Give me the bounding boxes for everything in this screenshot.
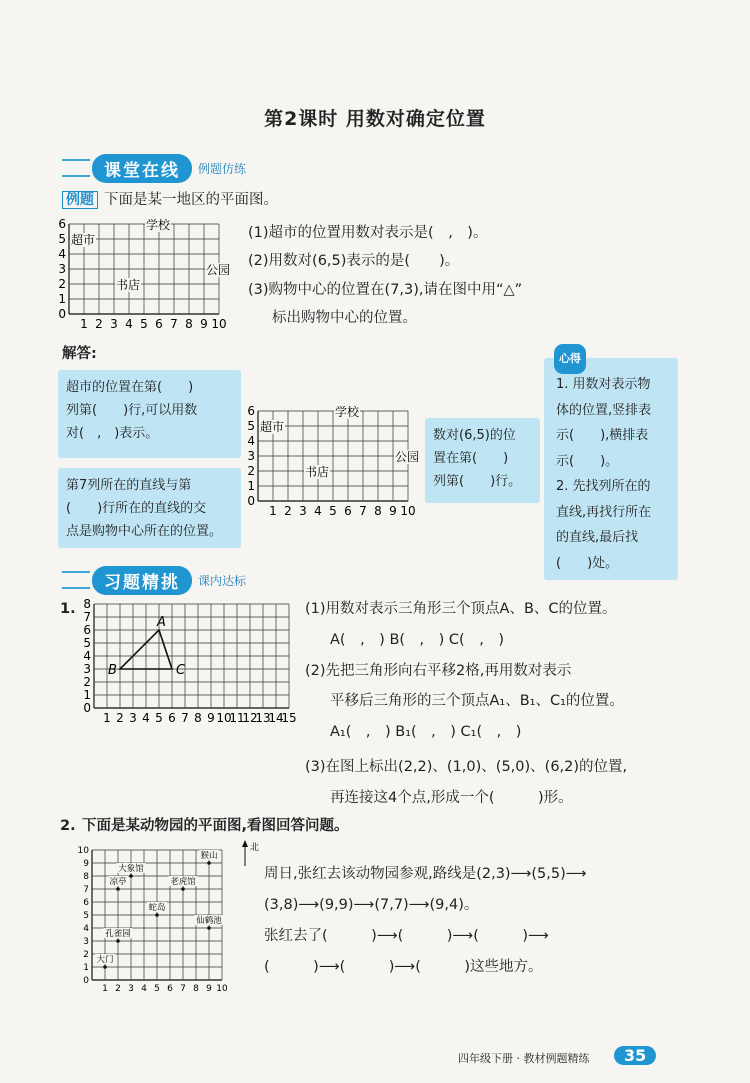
y-tick-label: 3 <box>83 937 89 948</box>
q1-number: 1. <box>60 601 76 617</box>
x-tick-label: 4 <box>314 504 322 518</box>
section-banner-classroom <box>62 155 246 181</box>
x-tick-label: 3 <box>299 504 307 518</box>
x-tick-label: 10 <box>400 504 416 518</box>
x-tick-label: 1 <box>102 984 108 994</box>
place-dot <box>116 887 120 891</box>
x-tick-label: 7 <box>359 504 367 518</box>
example-q3-line2: 标出购物中心的位置。 <box>272 310 417 326</box>
x-tick-label: 8 <box>194 711 202 725</box>
x-tick-label: 6 <box>168 711 176 725</box>
x-tick-label: 10 <box>216 984 228 994</box>
x-tick-label: 8 <box>193 984 199 994</box>
answer-box-2-line: 第7列所在的直线与第 <box>66 478 192 493</box>
banner-lines-decoration <box>62 571 90 589</box>
north-label: 北 <box>250 843 260 853</box>
x-tick-label: 13 <box>255 711 271 725</box>
example-prompt <box>62 189 278 211</box>
place-dot <box>155 913 159 917</box>
answer-box-1-line: 列第( )行,可以用数 <box>66 403 198 418</box>
vertex-label: A <box>157 615 166 630</box>
tip-line: 体的位置,竖排表 <box>556 402 652 418</box>
example-prompt-text: 下面是某一地区的平面图。 <box>104 192 278 208</box>
tip-line: 2. 先找列所在的 <box>556 479 651 494</box>
x-tick-label: 5 <box>154 984 160 994</box>
y-tick-label: 6 <box>83 623 91 638</box>
x-tick-label: 9 <box>206 984 212 994</box>
place-label: 孔雀园 <box>105 929 131 939</box>
answer-heading: 解答: <box>62 346 97 362</box>
x-tick-label: 1 <box>80 317 88 331</box>
example-badge: 例题 <box>62 191 98 209</box>
y-tick-label: 5 <box>58 232 66 247</box>
banner-lines-decoration <box>62 159 90 177</box>
answer-box-3 <box>425 418 540 503</box>
place-label: 超市 <box>260 420 285 434</box>
x-tick-label: 2 <box>116 711 124 725</box>
y-tick-label: 4 <box>83 649 91 664</box>
x-tick-label: 10 <box>211 317 227 331</box>
y-tick-label: 3 <box>58 262 66 277</box>
banner-sublabel: 例题仿练 <box>198 161 247 176</box>
place-label: 大门 <box>96 955 114 965</box>
answer-box-3-line: 列第( )行。 <box>433 474 522 489</box>
tip-badge: 心得 <box>554 344 586 374</box>
y-tick-label: 5 <box>83 636 91 651</box>
y-tick-label: 0 <box>83 976 89 987</box>
place-label: 猴山 <box>200 851 218 861</box>
x-tick-label: 5 <box>155 711 163 725</box>
y-tick-label: 2 <box>247 464 255 479</box>
y-tick-label: 6 <box>58 217 66 232</box>
place-label: 公园 <box>206 263 231 277</box>
tip-line: 直线,再找行所在 <box>556 504 652 520</box>
y-tick-label: 1 <box>247 479 255 494</box>
x-tick-label: 14 <box>268 711 284 725</box>
north-arrow-head <box>242 840 248 847</box>
x-tick-label: 9 <box>389 504 397 518</box>
x-tick-label: 11 <box>229 711 245 725</box>
x-tick-label: 7 <box>180 984 186 994</box>
place-dot <box>207 861 211 865</box>
x-tick-label: 12 <box>242 711 258 725</box>
q1-line: (3)在图上标出(2,2)、(1,0)、(5,0)、(6,2)的位置, <box>305 759 628 775</box>
page-title: 第2课时 用数对确定位置 <box>264 108 486 130</box>
vertex-label: C <box>176 663 186 678</box>
tip-line: 示( )。 <box>556 453 619 469</box>
place-label: 超市 <box>71 233 96 247</box>
footer-text: 四年级下册 · 教材例题精练 <box>458 1052 590 1065</box>
q1-line: A₁( , ) B₁( , ) C₁( , ) <box>330 724 522 740</box>
place-dot <box>181 887 185 891</box>
tip-line: ( )处。 <box>556 555 619 571</box>
y-tick-label: 3 <box>247 449 255 464</box>
y-tick-label: 0 <box>247 494 255 509</box>
place-label: 书店 <box>116 278 141 292</box>
x-tick-label: 5 <box>140 317 148 331</box>
answer-box-2-line: ( )行所在的直线的交 <box>66 501 207 516</box>
example-q1: (1)超市的位置用数对表示是( , )。 <box>248 225 488 241</box>
x-tick-label: 9 <box>207 711 215 725</box>
q1-line: 平移后三角形的三个顶点A₁、B₁、C₁的位置。 <box>330 693 624 709</box>
q2-line: 周日,张红去该动物园参观,路线是(2,3)⟶(5,5)⟶ <box>264 866 587 882</box>
y-tick-label: 2 <box>58 277 66 292</box>
x-tick-label: 6 <box>344 504 352 518</box>
banner-label: 课堂在线 <box>92 154 192 183</box>
place-label: 凉亭 <box>109 877 127 887</box>
y-tick-label: 4 <box>58 247 66 262</box>
q1-line: A( , ) B( , ) C( , ) <box>330 632 504 648</box>
q1-line: (2)先把三角形向右平移2格,再用数对表示 <box>305 663 572 679</box>
q1-line: 再连接这4个点,形成一个( )形。 <box>330 790 573 806</box>
place-label: 学校 <box>146 218 171 232</box>
x-tick-label: 2 <box>115 984 121 994</box>
place-dot <box>129 874 133 878</box>
x-tick-label: 4 <box>142 711 150 725</box>
x-tick-label: 4 <box>141 984 147 994</box>
y-tick-label: 10 <box>77 846 89 857</box>
q1-line: (1)用数对表示三角形三个顶点A、B、C的位置。 <box>305 601 617 617</box>
y-tick-label: 2 <box>83 950 89 961</box>
y-tick-label: 0 <box>58 307 66 322</box>
map-grid-1-answer <box>244 403 424 518</box>
x-tick-label: 8 <box>185 317 193 331</box>
tip-line: 示( ),横排表 <box>556 428 649 443</box>
y-tick-label: 1 <box>83 688 91 703</box>
y-tick-label: 2 <box>83 675 91 690</box>
x-tick-label: 5 <box>329 504 337 518</box>
q2-prompt: 下面是某动物园的平面图,看图回答问题。 <box>82 818 349 834</box>
banner-label: 习题精挑 <box>92 566 192 595</box>
grid-lines <box>94 604 289 708</box>
y-tick-label: 5 <box>247 419 255 434</box>
x-tick-label: 10 <box>216 711 232 725</box>
y-tick-label: 6 <box>83 898 89 909</box>
map-grid-1 <box>55 216 235 331</box>
x-tick-label: 8 <box>374 504 382 518</box>
triangle-grid <box>72 597 297 725</box>
x-tick-label: 1 <box>269 504 277 518</box>
example-q3-line1: (3)购物中心的位置在(7,3),请在图中用“△” <box>248 282 523 298</box>
place-label: 仙鹤池 <box>196 916 222 926</box>
answer-box-1-line: 对( , )表示。 <box>66 426 159 441</box>
q2-line: ( )⟶( )⟶( )这些地方。 <box>264 959 543 975</box>
tip-box <box>544 352 678 580</box>
x-tick-label: 2 <box>284 504 292 518</box>
y-tick-label: 1 <box>83 963 89 974</box>
q2-line: 张红去了( )⟶( )⟶( )⟶ <box>264 928 549 944</box>
place-dot <box>116 939 120 943</box>
y-tick-label: 4 <box>83 924 89 935</box>
tip-line: 的直线,最后找 <box>556 530 639 545</box>
y-tick-label: 6 <box>247 404 255 419</box>
place-label: 蛇岛 <box>148 903 166 913</box>
section-banner-exercises <box>62 567 246 593</box>
place-label: 学校 <box>335 405 360 419</box>
y-tick-label: 4 <box>247 434 255 449</box>
y-tick-label: 5 <box>83 911 89 922</box>
answer-box-2 <box>58 468 241 548</box>
answer-box-1-line: 超市的位置在第( ) <box>66 380 194 395</box>
place-label: 书店 <box>305 465 330 479</box>
y-tick-label: 8 <box>83 872 89 883</box>
place-dot <box>103 965 107 969</box>
x-tick-label: 3 <box>110 317 118 331</box>
x-tick-label: 7 <box>170 317 178 331</box>
x-tick-label: 2 <box>95 317 103 331</box>
x-tick-label: 4 <box>125 317 133 331</box>
x-tick-label: 3 <box>129 711 137 725</box>
banner-sublabel: 课内达标 <box>198 573 247 588</box>
q2-line: (3,8)⟶(9,9)⟶(7,7)⟶(9,4)。 <box>264 897 479 913</box>
place-label: 老虎馆 <box>170 877 196 887</box>
x-tick-label: 9 <box>200 317 208 331</box>
vertex-label: B <box>108 663 117 678</box>
answer-box-1 <box>58 370 241 458</box>
answer-box-3-line: 数对(6,5)的位 <box>433 428 516 443</box>
x-tick-label: 1 <box>103 711 111 725</box>
x-tick-label: 6 <box>155 317 163 331</box>
x-tick-label: 7 <box>181 711 189 725</box>
place-dot <box>207 926 211 930</box>
place-label: 公园 <box>395 450 420 464</box>
answer-box-3-line: 置在第( ) <box>433 451 509 466</box>
y-tick-label: 9 <box>83 859 89 870</box>
place-label: 大象馆 <box>118 864 144 874</box>
y-tick-label: 8 <box>83 597 91 612</box>
y-tick-label: 3 <box>83 662 91 677</box>
y-tick-label: 1 <box>58 292 66 307</box>
y-tick-label: 7 <box>83 885 89 896</box>
x-tick-label: 3 <box>128 984 134 994</box>
zoo-map-grid <box>72 838 262 1000</box>
answer-box-2-line: 点是购物中心所在的位置。 <box>66 524 223 539</box>
y-tick-label: 0 <box>83 701 91 716</box>
y-tick-label: 7 <box>83 610 91 625</box>
example-q2: (2)用数对(6,5)表示的是( )。 <box>248 253 460 269</box>
page-number: 35 <box>614 1046 656 1065</box>
x-tick-label: 6 <box>167 984 173 994</box>
tip-line: 1. 用数对表示物 <box>556 377 651 392</box>
x-tick-label: 15 <box>281 711 297 725</box>
q2-number: 2. <box>60 818 76 834</box>
